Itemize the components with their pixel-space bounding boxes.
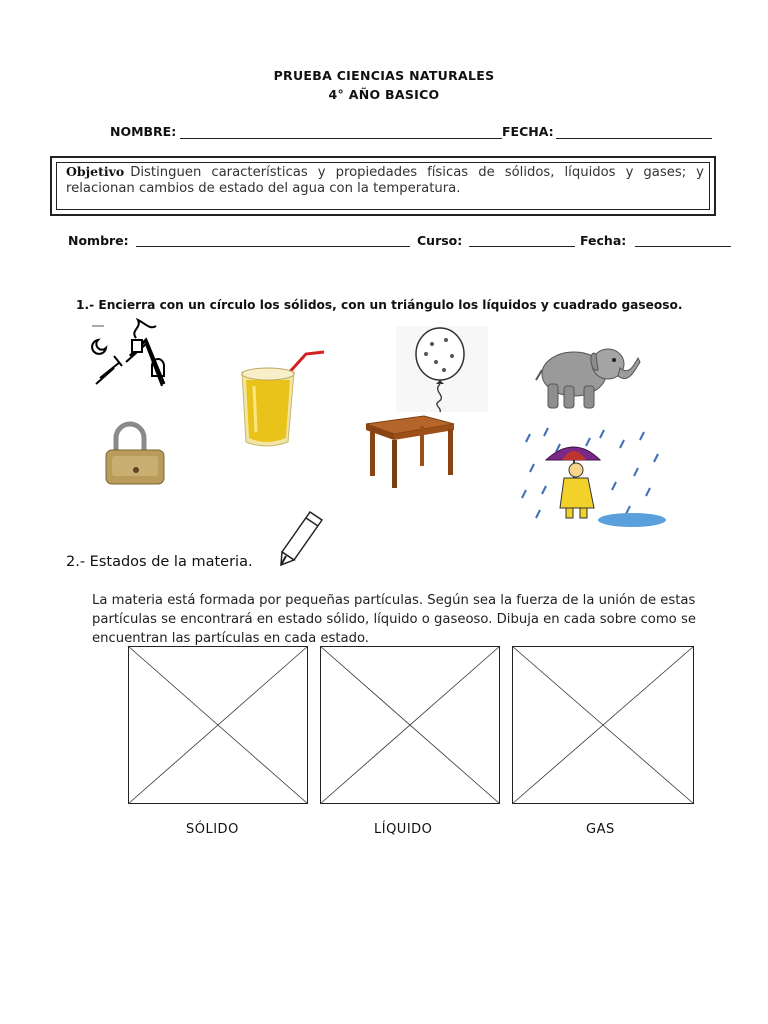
- nombre-label: NOMBRE:: [110, 124, 177, 139]
- student-fecha-blank[interactable]: [635, 246, 731, 247]
- gas-drawing-box[interactable]: [512, 646, 694, 804]
- solid-caption: SÓLIDO: [186, 822, 239, 837]
- student-nombre-blank[interactable]: [136, 246, 410, 247]
- fecha-label: FECHA:: [502, 124, 554, 139]
- elephant-icon[interactable]: [534, 340, 642, 412]
- page-title: PRUEBA CIENCIAS NATURALES: [273, 68, 495, 83]
- balloon-icon[interactable]: [396, 326, 488, 412]
- fecha-blank[interactable]: [556, 138, 712, 139]
- student-nombre-label: Nombre:: [68, 233, 129, 248]
- solid-drawing-box[interactable]: [128, 646, 308, 804]
- student-fecha-label: Fecha:: [580, 233, 627, 248]
- question-2-paragraph: La materia está formada por pequeñas partículas. Según sea la fuerza de la unión de estas partículas se encontrará en estado sólido, líquido o gaseoso. Dibuja en cada sobre como se encuentran las partículas en cada estado.: [92, 593, 696, 646]
- pencil-icon: [280, 510, 324, 566]
- nombre-blank[interactable]: [180, 138, 502, 139]
- liquid-drawing-box[interactable]: [320, 646, 500, 804]
- house-smoke-icon[interactable]: [90, 326, 186, 392]
- objective-box: [50, 156, 716, 216]
- question-2-heading: 2.- Estados de la materia.: [66, 554, 253, 570]
- curso-blank[interactable]: [469, 246, 575, 247]
- gas-caption: GAS: [586, 822, 615, 837]
- rain-child-icon[interactable]: [520, 424, 668, 530]
- question-1-text: 1.- Encierra con un círculo los sólidos, con un triángulo los líquidos y cuadrado gaseoso.: [76, 298, 683, 312]
- page-subtitle: 4° AÑO BASICO: [328, 87, 440, 102]
- table-icon[interactable]: [362, 414, 456, 490]
- objective-label: Objetivo: [66, 164, 125, 179]
- juice-glass-icon[interactable]: [236, 346, 332, 450]
- objective-text: Distinguen características y propiedades físicas de sólidos, líquidos y gases; y relacionan cambios de estado del agua con la temperatura.: [66, 165, 704, 196]
- liquid-caption: LÍQUIDO: [374, 822, 433, 837]
- padlock-icon[interactable]: [100, 424, 170, 486]
- curso-label: Curso:: [417, 233, 463, 248]
